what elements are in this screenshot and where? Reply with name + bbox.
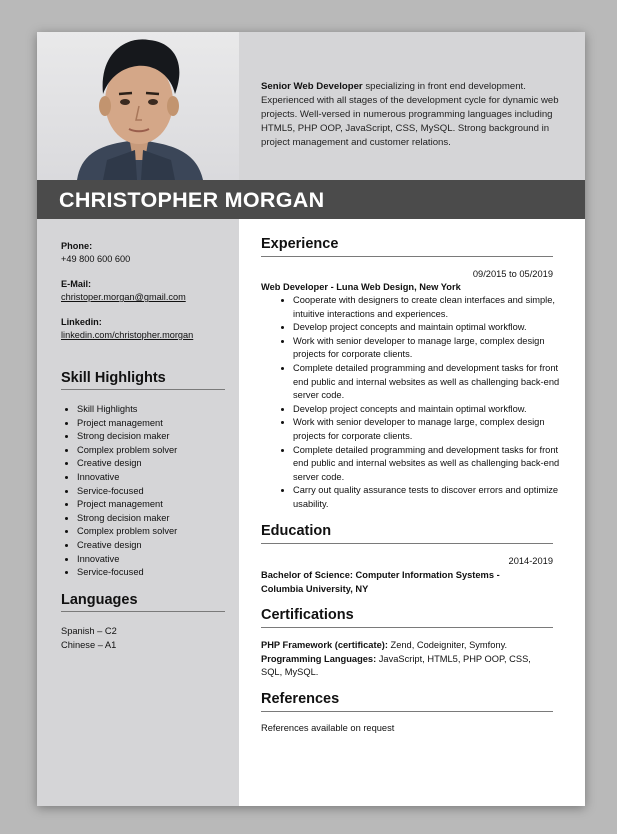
list-item: • Creative design (77, 457, 177, 471)
certifications-heading: Certifications (261, 606, 553, 628)
languages-list (61, 625, 117, 652)
list-item: • Service-focused (77, 485, 177, 499)
certification-text: JavaScript, HTML5, PHP OOP, CSS, SQL, MySQL. (261, 653, 531, 678)
list-item: • Strong decision maker (77, 512, 177, 526)
contact-info (61, 240, 231, 354)
candidate-name: CHRISTOPHER MORGAN (59, 188, 325, 212)
phone-label: Phone: (61, 241, 93, 251)
references-text: References available on request (261, 723, 395, 733)
summary-panel (239, 32, 585, 180)
references-heading: References (261, 690, 553, 712)
name-banner (37, 180, 585, 219)
summary-title: Senior Web Developer (261, 81, 363, 92)
certification-label: PHP Framework (certificate): (261, 640, 388, 650)
person-portrait-icon (37, 32, 239, 180)
skills-heading: Skill Highlights (61, 369, 225, 390)
skills-list (61, 403, 177, 580)
linkedin-label: Linkedin: (61, 317, 102, 327)
language-item: Spanish – C2 (61, 626, 117, 636)
list-item: • Complex problem solver (77, 444, 177, 458)
professional-summary (261, 80, 561, 150)
phone-number: +49 800 600 600 (61, 254, 131, 264)
education-heading: Education (261, 522, 553, 544)
list-item: • Project management (77, 417, 177, 431)
experience-bullets (261, 294, 569, 512)
list-item: • Develop project concepts and maintain optimal workflow. (293, 403, 569, 417)
list-item: • Complete detailed programming and development tasks for front end public and internal websites as well as challenging back-end server code. (293, 444, 569, 485)
list-item: • Strong decision maker (77, 430, 177, 444)
list-item: • Innovative (77, 553, 177, 567)
list-item: • Complete detailed programming and development tasks for front end public and internal websites as well as challenging back-end server code. (293, 362, 569, 403)
list-item: • Innovative (77, 471, 177, 485)
job-title: Web Developer - Luna Web Design, New York (261, 282, 461, 292)
list-item: • Work with senior developer to manage large, complex design projects for corporate clients. (293, 416, 569, 443)
summary-text: specializing in front end development. Experienced with all stages of the development cycle for dynamic web projects. Well-versed in numerous programming languages including HTML5, PHP OOP, JavaScript, CSS, MySQL. Strong background in project management and customer relations. (261, 81, 559, 148)
list-item: • Cooperate with designers to create clean interfaces and simple, intuitive interactions and experiences. (293, 294, 569, 321)
experience-dates: 09/2015 to 05/2019 (472, 269, 553, 279)
degree: Bachelor of Science: Computer Information Systems - Columbia University, NY (261, 570, 500, 594)
list-item: • Carry out quality assurance tests to discover errors and optimize usability. (293, 484, 569, 511)
language-item: Chinese – A1 (61, 639, 117, 650)
education-dates: 2014-2019 (508, 556, 553, 566)
certification-item (261, 639, 553, 653)
linkedin-link[interactable]: linkedin.com/christopher.morgan (61, 330, 194, 340)
list-item: • Complex problem solver (77, 525, 177, 539)
list-item: • Service-focused (77, 566, 177, 580)
certification-item (261, 653, 553, 680)
list-item: • Work with senior developer to manage large, complex design projects for corporate clients. (293, 335, 569, 362)
list-item: • Creative design (77, 539, 177, 553)
certification-label: Programming Languages: (261, 653, 377, 664)
certifications-list (261, 639, 553, 680)
list-item: • Develop project concepts and maintain optimal workflow. (293, 321, 569, 335)
resume-page (37, 32, 585, 806)
email-label: E-Mail: (61, 279, 92, 289)
profile-photo (37, 32, 239, 180)
email-link[interactable]: christoper.morgan@gmail.com (61, 292, 186, 302)
experience-heading: Experience (261, 235, 553, 257)
certification-text: Zend, Codeigniter, Symfony. (387, 640, 508, 650)
languages-heading: Languages (61, 591, 225, 612)
list-item: • Project management (77, 498, 177, 512)
list-item: • Skill Highlights (77, 403, 177, 417)
